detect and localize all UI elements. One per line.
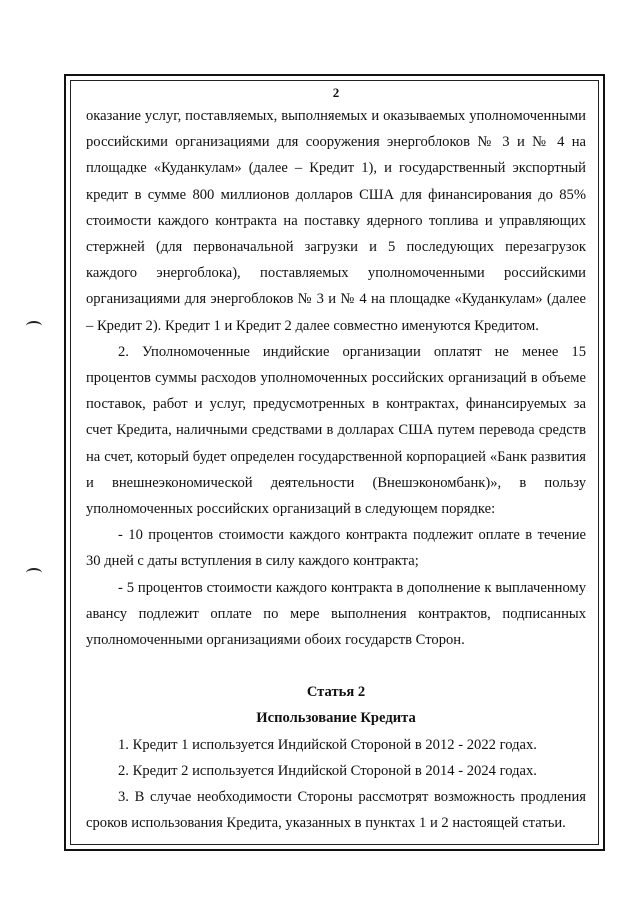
paragraph-payment-5-percent: - 5 процентов стоимости каждого контракта в дополнение к выплаченному авансу подлежит оплате по мере выполнения контрактов, подписанных уполномоченными организациями обоих государств Сторон. [86,579,586,649]
spacer [86,653,586,679]
article-item-3: 3. В случае необходимости Стороны рассмотрят возможность продления сроков использования Кредита, указанных в пунктах 1 и 2 настоящей статьи. [86,789,586,832]
article-number: Статья 2 [306,684,366,701]
paragraph-continuation: оказание услуг, поставляемых, выполняемых и оказываемых уполномоченными российскими организациями для сооружения энергоблоков № 3 и № 4 на площадке «Куданкулам» (далее – Кредит 1), и государственный экспортный кредит в сумме 800 миллионов долларов США для финансирования до 85% стоимости каждого контракта на поставку ядерного топлива и управляющих стержней (для первоначальной загрузки и 5 последующих перезагрузок каждого энергоблока), поставляемых уполномоченными российскими организациями для энергоблоков № 3 и № 4 на площадке «Куданкулам» (далее – Кредит 2). Кредит 1 и Кредит 2 далее совместно именуются Кредитом. [86,108,586,334]
article-item-1: 1. Кредит 1 используется Индийской Стороной в 2012 - 2022 годах. [118,736,537,753]
article-item-2: 2. Кредит 2 используется Индийской Стороной в 2014 - 2024 годах. [118,762,537,779]
page-content [86,86,586,836]
paragraph-payment-10-percent: - 10 процентов стоимости каждого контракта подлежит оплате в течение 30 дней с даты вступления в силу каждого контракта; [86,527,586,570]
article-title: Использование Кредита [256,710,416,727]
paragraph-clause-2: 2. Уполномоченные индийские организации оплатят не менее 15 процентов суммы расходов уполномоченных российских организаций в объеме поставок, работ и услуг, предусмотренных в контрактах, финансируемых за счет Кредита, наличными средствами в долларах США путем перевода средств на счет, который будет определен государственной корпорацией «Банк развития и внешнеэкономической деятельности (Внешэкономбанк)», в пользу уполномоченных российских организаций в следующем порядке: [86,343,586,518]
margin-mark-icon [26,568,42,578]
page-number: 2 [332,85,340,100]
margin-mark-icon [26,321,42,331]
